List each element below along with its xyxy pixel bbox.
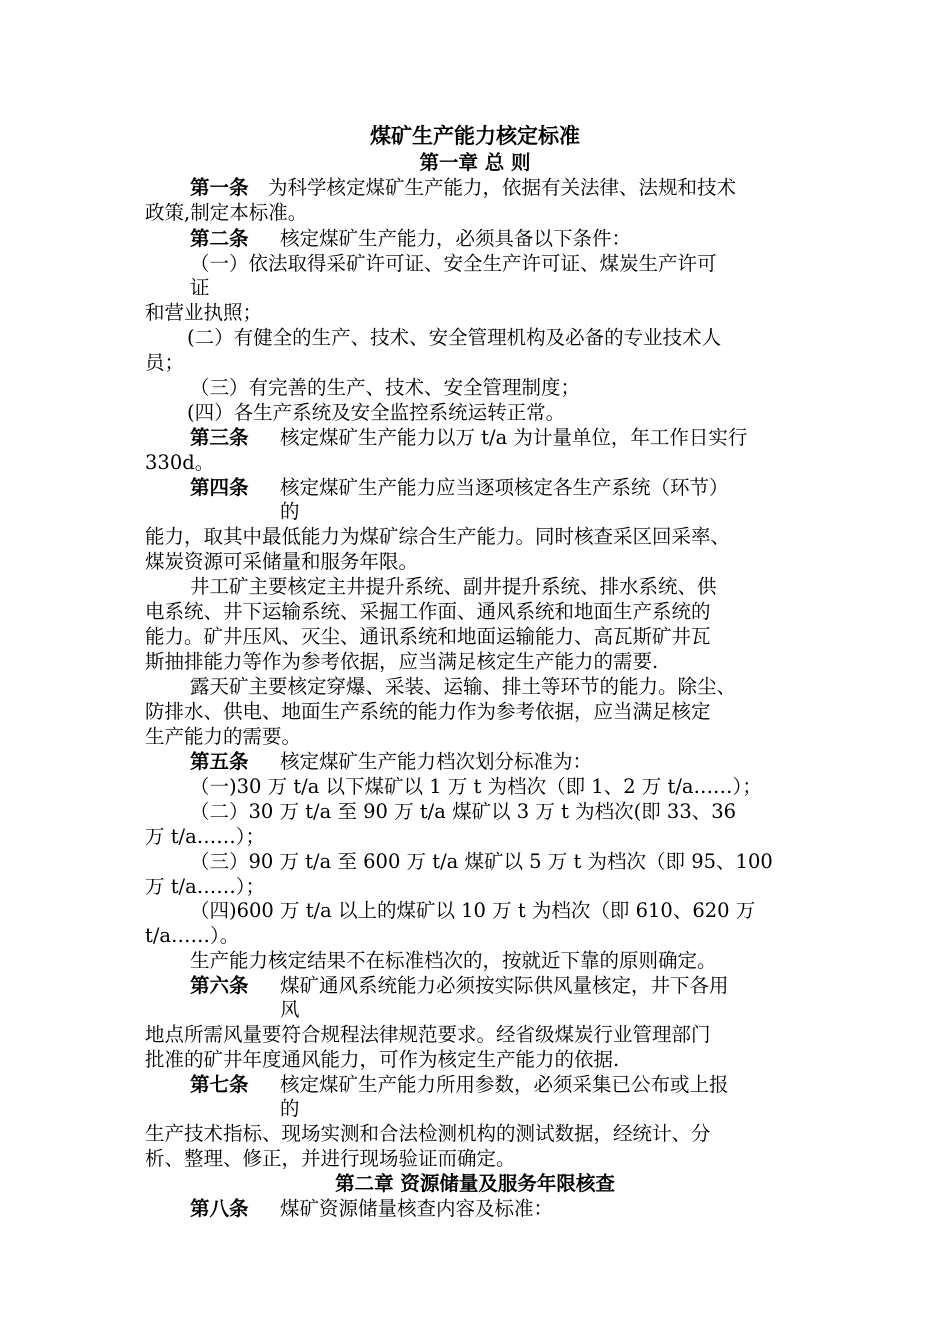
- article-1-line-1: 为科学核定煤矿生产能力，依据有关法律、法规和技术: [268, 176, 737, 199]
- condition-2-line-2: 员；: [145, 351, 185, 374]
- condition-3-line-1: （三）有完善的生产、技术、安全管理制度；: [190, 376, 581, 399]
- article-6-line-3: 地点所需风量要符合规程法律规范要求。经省级煤炭行业管理部门: [145, 1023, 711, 1046]
- article-4-line-3: 能力，取其中最低能力为煤矿综合生产能力。同时核查采区回采率、: [145, 525, 731, 548]
- article-8-heading: 第八条: [190, 1197, 249, 1220]
- article-3-line-1: 核定煤矿生产能力以万 t/a 为计量单位，年工作日实行: [280, 426, 748, 449]
- article-6-line-4: 批准的矿井年度通风能力，可作为核定生产能力的依据.: [145, 1048, 620, 1071]
- document-title: 煤矿生产能力核定标准: [370, 123, 580, 148]
- condition-2-line-1: (二）有健全的生产、技术、安全管理机构及必备的专业技术人: [187, 326, 722, 349]
- underground-paragraph-line-1: 井工矿主要核定主井提升系统、副井提升系统、排水系统、供: [190, 575, 717, 598]
- condition-1-line-2: 证: [190, 276, 210, 299]
- condition-4-line-1: (四）各生产系统及安全监控系统运转正常。: [187, 401, 566, 424]
- grade-2-line-2: 万 t/a……）；: [145, 825, 265, 848]
- article-3-line-2: 330d。: [145, 451, 215, 474]
- article-6-heading: 第六条: [190, 974, 249, 997]
- article-1-heading: 第一条: [190, 176, 249, 199]
- article-4-heading: 第四条: [190, 476, 249, 499]
- grade-1-line-1: （一)30 万 t/a 以下煤矿以 1 万 t 为档次（即 1、2 万 t/a……）；: [190, 775, 762, 798]
- condition-1-line-3: 和营业执照；: [145, 301, 263, 324]
- chapter-1-heading: 第一章 总 则: [419, 151, 531, 174]
- grade-4-line-2: t/a……）。: [145, 924, 240, 947]
- article-6-line-2: 风: [280, 998, 300, 1021]
- article-7-heading: 第七条: [190, 1073, 249, 1096]
- grade-3-line-1: （三）90 万 t/a 至 600 万 t/a 煤矿以 5 万 t 为档次（即 95、100: [190, 850, 773, 873]
- article-7-line-1: 核定煤矿生产能力所用参数，必须采集已公布或上报: [280, 1073, 729, 1096]
- openpit-paragraph-line-2: 防排水、供电、地面生产系统的能力作为参考依据，应当满足核定: [145, 700, 711, 723]
- condition-1-line-1: （一）依法取得采矿许可证、安全生产许可证、煤炭生产许可: [190, 252, 717, 275]
- article-4-line-4: 煤炭资源可采储量和服务年限。: [145, 550, 419, 573]
- grade-3-line-2: 万 t/a……）；: [145, 875, 265, 898]
- article-7-line-3: 生产技术指标、现场实测和合法检测机构的测试数据，经统计、分: [145, 1122, 711, 1145]
- article-1-line-2: 政策,制定本标准。: [145, 201, 308, 224]
- article-3-heading: 第三条: [190, 426, 249, 449]
- grade-2-line-1: （二）30 万 t/a 至 90 万 t/a 煤矿以 3 万 t 为档次(即 33、36: [190, 800, 737, 823]
- article-5-line-1: 核定煤矿生产能力档次划分标准为：: [280, 750, 593, 773]
- rounding-rule-line: 生产能力核定结果不在标准档次的，按就近下靠的原则确定。: [190, 949, 717, 972]
- article-2-heading: 第二条: [190, 227, 249, 250]
- article-7-line-4: 析、整理、修正，并进行现场验证而确定。: [145, 1147, 516, 1170]
- chapter-2-heading: 第二章 资源储量及服务年限核查: [335, 1172, 615, 1195]
- article-6-line-1: 煤矿通风系统能力必须按实际供风量核定，井下各用: [280, 974, 729, 997]
- article-4-line-2: 的: [280, 500, 300, 523]
- openpit-paragraph-line-3: 生产能力的需要。: [145, 725, 302, 748]
- article-7-line-2: 的: [280, 1097, 300, 1120]
- article-4-line-1: 核定煤矿生产能力应当逐项核定各生产系统（环节）: [280, 476, 729, 499]
- underground-paragraph-line-3: 能力。矿井压风、灭尘、通讯系统和地面运输能力、高瓦斯矿井瓦: [145, 625, 711, 648]
- underground-paragraph-line-2: 电系统、井下运输系统、采掘工作面、通风系统和地面生产系统的: [145, 600, 711, 623]
- article-5-heading: 第五条: [190, 750, 249, 773]
- article-8-line-1: 煤矿资源储量核查内容及标准：: [280, 1197, 554, 1220]
- article-2-line-1: 核定煤矿生产能力，必须具备以下条件：: [280, 227, 632, 250]
- grade-4-line-1: （四)600 万 t/a 以上的煤矿以 10 万 t 为档次（即 610、620 万: [190, 899, 756, 922]
- openpit-paragraph-line-1: 露天矿主要核定穿爆、采装、运输、排土等环节的能力。除尘、: [190, 675, 737, 698]
- underground-paragraph-line-4: 斯抽排能力等作为参考依据，应当满足核定生产能力的需要.: [145, 650, 659, 673]
